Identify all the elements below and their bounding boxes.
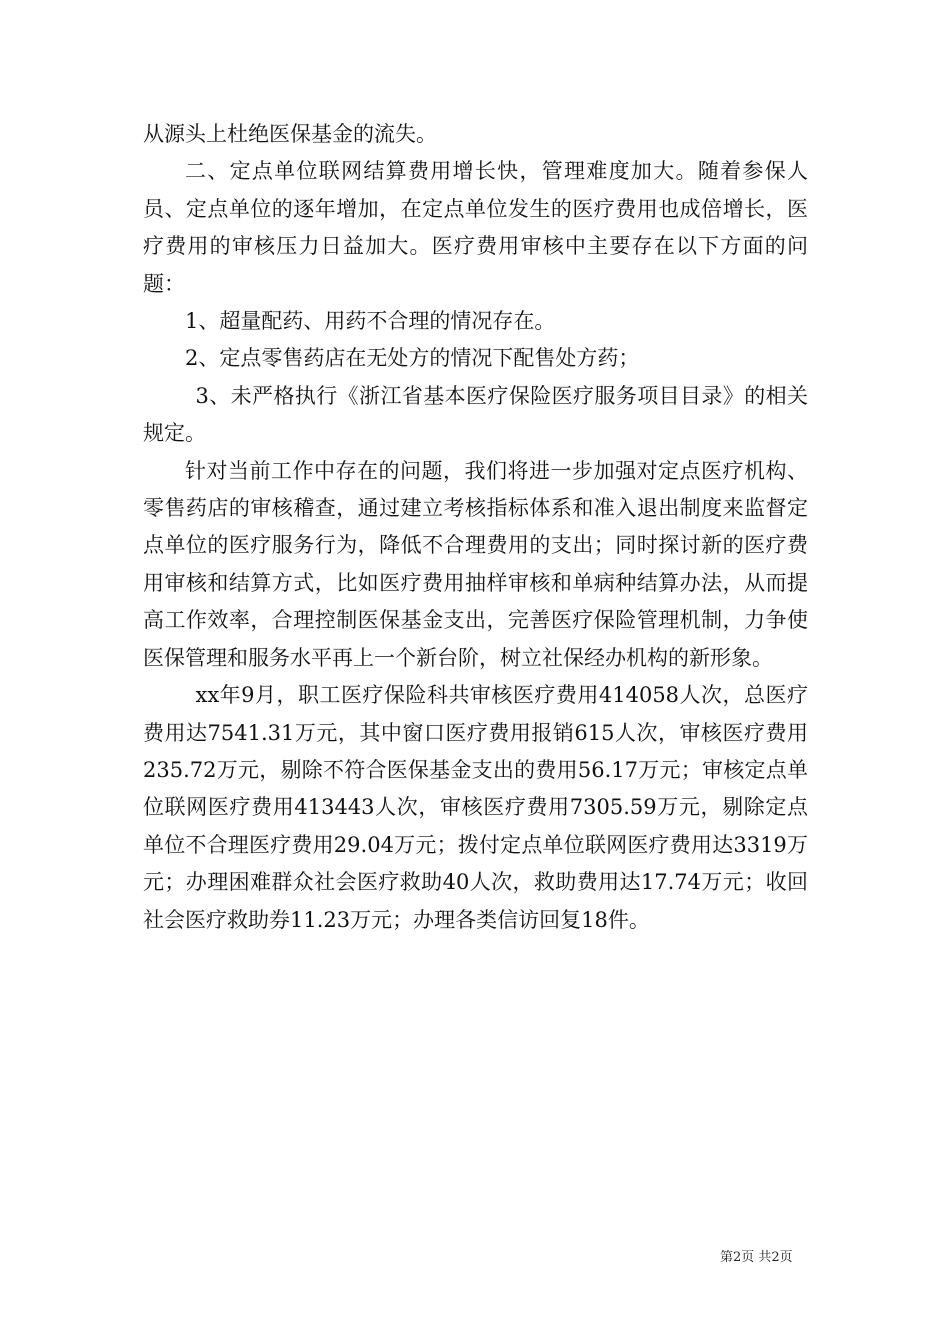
list-item-3: 3、未严格执行《浙江省基本医疗保险医疗服务项目目录》的相关规定。 bbox=[143, 383, 808, 446]
paragraph-measures: 针对当前工作中存在的问题，我们将进一步加强对定点医疗机构、零售药店的审核稽查，通过建立考核指标体系和准入退出制度来监督定点单位的医疗服务行为，降低不合理费用的支出；同时探讨新的医疗费用审核和结算方式，比如医疗费用抽样审核和单病种结算办法，从而提高工作效率，合理控制医保基金支出，完善医疗保险管理机制，力争使医保管理和服务水平再上一个新台阶，树立社保经办机构的新形象。 bbox=[143, 458, 808, 670]
list-item-2: 2、定点零售药店在无处方的情况下配售处方药； bbox=[185, 346, 640, 371]
page-number-footer: 第2页 共2页 bbox=[720, 1250, 793, 1265]
paragraph-section-two: 二、定点单位联网结算费用增长快，管理难度加大。随着参保人员、定点单位的逐年增加，在定点单位发生的医疗费用也成倍增长，医疗费用的审核压力日益加大。医疗费用审核中主要存在以下方面的问题： bbox=[143, 159, 808, 296]
document-body bbox=[143, 116, 808, 939]
paragraph-continuation: 从源头上杜绝医保基金的流失。 bbox=[143, 122, 437, 146]
list-item-1: 1、超量配药、用药不合理的情况存在。 bbox=[185, 309, 556, 334]
paragraph-statistics: xx年9月，职工医疗保险科共审核医疗费用414058人次，总医疗费用达7541.31万元，其中窗口医疗费用报销615人次，审核医疗费用235.72万元，剔除不符合医保基金支出的费用56.17万元；审核定点单位联网医疗费用413443人次，审核医疗费用7305.59万元，剔除定点单位不合理医疗费用29.04万元；拨付定点单位联网医疗费用达3319万元；办理困难群众社会医疗救助40人次，救助费用达17.74万元；收回社会医疗救助券11.23万元；办理各类信访回复18件。 bbox=[143, 683, 808, 932]
